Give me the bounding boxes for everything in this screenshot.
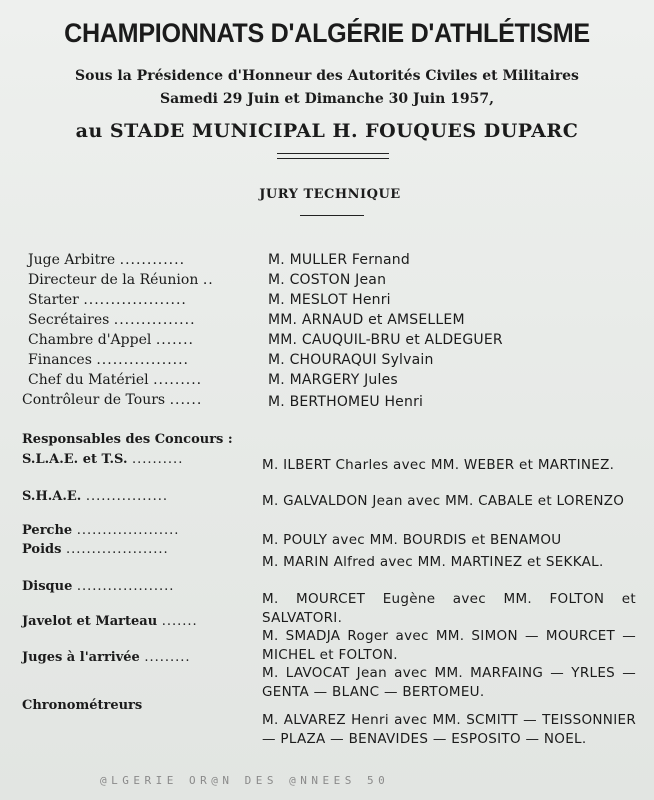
divider-short <box>300 215 364 216</box>
jury-role: Chambre d'Appel ....... <box>28 332 194 348</box>
jury-member: M. MARGERY Jules <box>268 372 398 388</box>
concours-officials: M. ILBERT Charles avec MM. WEBER et MARTINEZ. <box>262 457 615 473</box>
jury-role: Finances ................. <box>28 352 189 368</box>
jury-heading: JURY TECHNIQUE <box>259 187 401 202</box>
document-subtitle: Sous la Présidence d'Honneur des Autorités Civiles et Militaires <box>75 68 579 84</box>
jury-member: M. MESLOT Henri <box>268 292 391 308</box>
jury-member: M. CHOURAQUI Sylvain <box>268 352 434 368</box>
jury-role: Chef du Matériel ......... <box>28 372 203 388</box>
concours-event: Disque ................... <box>22 579 175 594</box>
concours-officials: M. ALVAREZ Henri avec MM. SCMITT — TEISSONNIER — PLAZA — BENAVIDES — ESPOSITO — NOEL. <box>262 712 636 747</box>
concours-event: Poids .................... <box>22 542 169 557</box>
concours-event: Chronométreurs <box>22 698 143 713</box>
concours-officials: M. MARIN Alfred avec MM. MARTINEZ et SEKKAL. <box>262 554 604 570</box>
concours-officials: M. POULY avec MM. BOURDIS et BENAMOU <box>262 532 562 548</box>
concours-officials: M. GALVALDON Jean avec MM. CABALE et LORENZO <box>262 493 625 509</box>
watermark-text: @LGERIE OR@N DES @NNEES 50 <box>100 774 390 787</box>
jury-member: M. BERTHOMEU Henri <box>268 394 424 410</box>
document-title: CHAMPIONNATS D'ALGÉRIE D'ATHLÉTISME <box>64 18 590 48</box>
concours-officials: M. SMADJA Roger avec MM. SIMON — MOURCET — MICHEL et FOLTON. <box>262 628 636 663</box>
concours-event: Javelot et Marteau ....... <box>22 614 198 629</box>
jury-member: M. MULLER Fernand <box>268 252 410 268</box>
concours-event: Perche .................... <box>22 523 180 538</box>
jury-role: Starter ................... <box>28 292 187 308</box>
concours-officials: M. LAVOCAT Jean avec MM. MARFAING — YRLES — GENTA — BLANC — BERTOMEU. <box>262 665 636 700</box>
concours-event: Juges à l'arrivée ......... <box>22 650 191 665</box>
jury-member: MM. ARNAUD et AMSELLEM <box>268 312 465 328</box>
jury-member: MM. CAUQUIL-BRU et ALDEGUER <box>268 332 503 348</box>
jury-role: Contrôleur de Tours ...... <box>22 392 203 408</box>
event-venue: au STADE MUNICIPAL H. FOUQUES DUPARC <box>75 120 579 142</box>
divider-double <box>277 153 389 159</box>
event-dates: Samedi 29 Juin et Dimanche 30 Juin 1957, <box>159 91 495 107</box>
concours-heading: Responsables des Concours : <box>22 432 233 447</box>
jury-member: M. COSTON Jean <box>268 272 387 288</box>
jury-role: Secrétaires ............... <box>28 312 196 328</box>
concours-event: S.H.A.E. ................ <box>22 489 168 504</box>
jury-role: Juge Arbitre ............ <box>28 252 186 268</box>
concours-event: S.L.A.E. et T.S. .......... <box>22 452 184 467</box>
concours-officials: M. MOURCET Eugène avec MM. FOLTON et SALVATORI. <box>262 591 636 626</box>
jury-role: Directeur de la Réunion .. <box>28 272 214 288</box>
